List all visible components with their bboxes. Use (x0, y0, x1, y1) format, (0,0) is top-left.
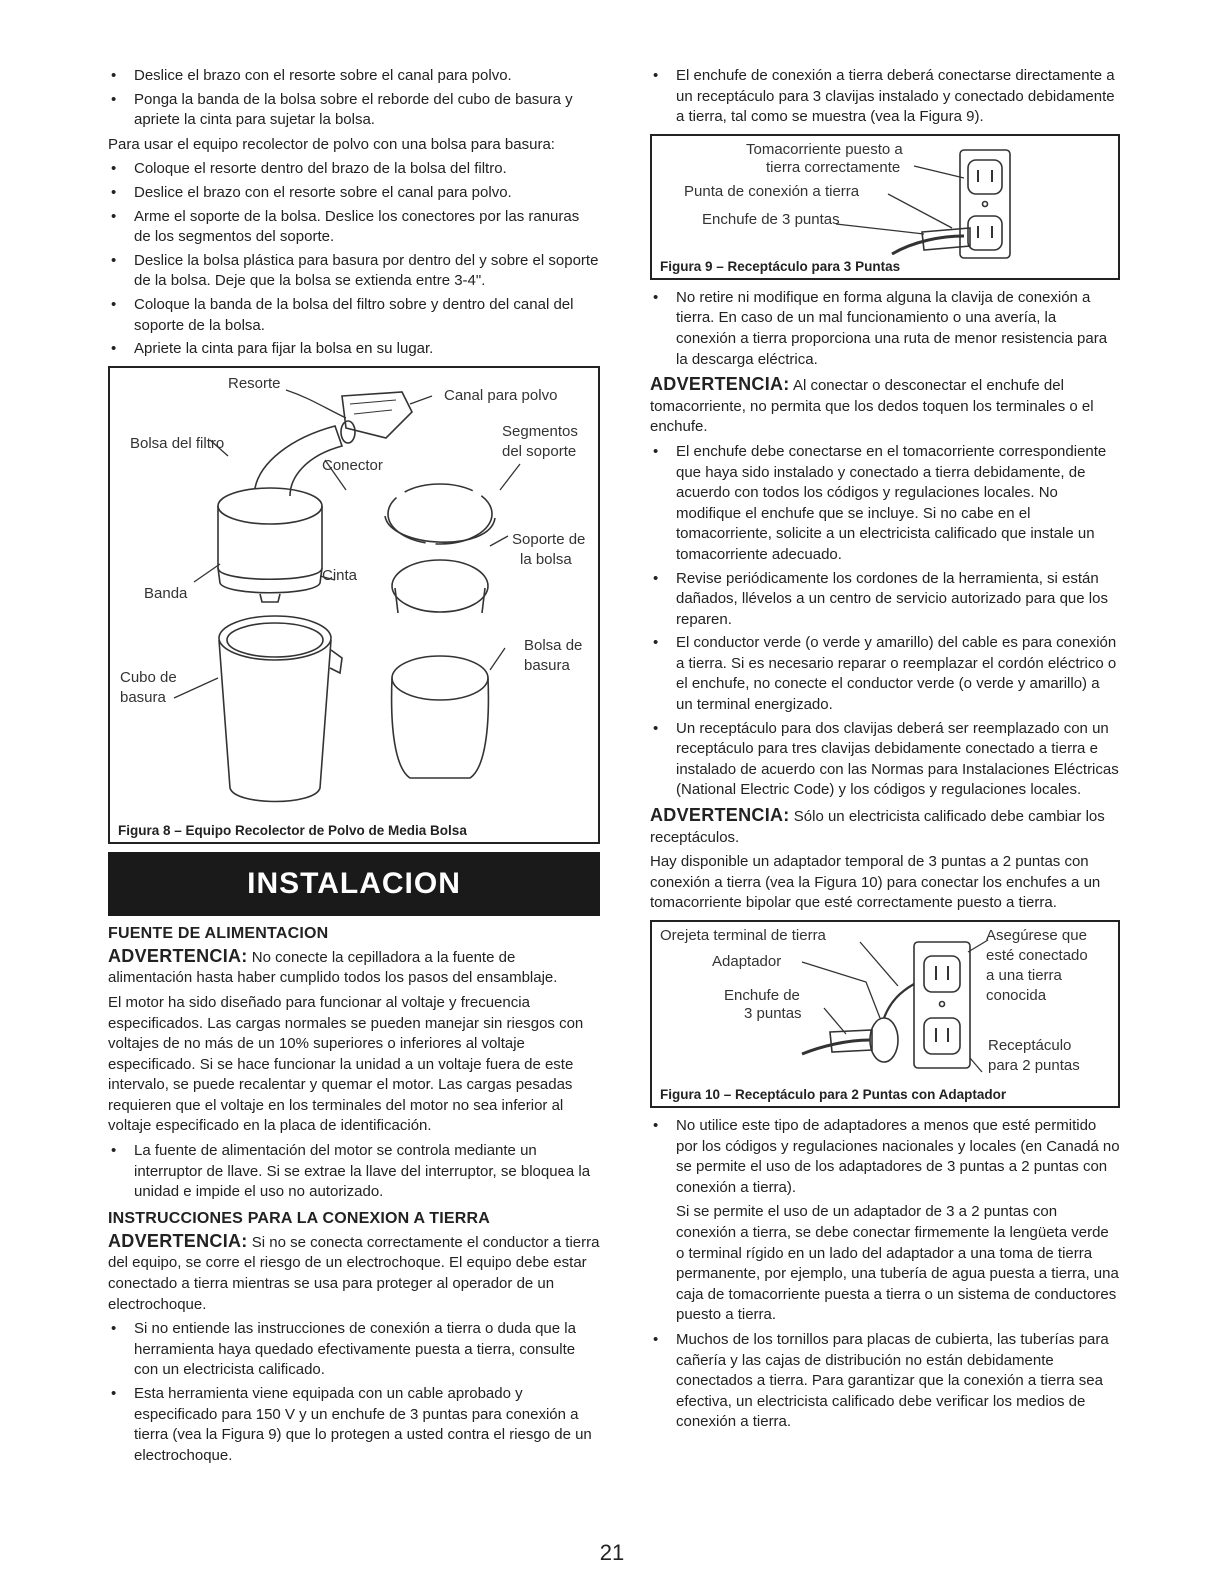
bullet-list-tornillos (650, 1330, 1120, 1433)
list-item: • Arme el soporte de la bolsa. Deslice los conectores por las ranuras de los segmentos del soporte. (108, 207, 600, 248)
label-soporte-1: Soporte de (512, 530, 586, 548)
list-item: • No utilice este tipo de adaptadores a menos que esté permitido por los códigos y regulaciones nacionales y locales (en Canadá no se permite el uso de los adaptadores de 3 puntas a 2 puntas con conexión a tierra). (650, 1116, 1120, 1198)
figure-9 (650, 134, 1120, 280)
label-toma-2: tierra correctamente (766, 158, 901, 176)
label-adaptador: Adaptador (712, 953, 782, 970)
label-asegurese-1: Asegúrese que (986, 927, 1087, 944)
heading-tierra: INSTRUCCIONES PARA LA CONEXION A TIERRA (108, 1209, 491, 1227)
label-asegurese-4: conocida (986, 987, 1047, 1004)
label-segmentos-1: Segmentos (502, 422, 578, 440)
left-column (108, 66, 600, 1470)
label-enchufe-1: Enchufe de (724, 987, 800, 1004)
figure-8-caption: Figura 8 – Equipo Recolector de Polvo de Media Bolsa (118, 822, 467, 838)
bullet-list-no-utilice (650, 1116, 1120, 1198)
list-item: • Coloque la banda de la bolsa del filtro sobre y dentro del canal del soporte de la bolsa. (108, 295, 600, 336)
warning-label: ADVERTENCIA: (650, 374, 790, 395)
label-conector: Conector (322, 456, 383, 474)
label-recep-1: Receptáculo (988, 1037, 1072, 1054)
list-item: • El enchufe debe conectarse en el tomacorriente correspondiente que haya sido instalado y conectado a tierra debidamente, de acuerdo con todos los códigos y regulaciones locales. No modifique el enchufe que se incluye. Si no cabe en el tomacorriente, solicite a un electricista calificado que instale un tomacorriente adecuado. (650, 442, 1120, 566)
figure-10-caption: Figura 10 – Receptáculo para 2 Puntas con Adaptador (660, 1087, 1007, 1102)
label-cinta: Cinta (322, 566, 358, 584)
figure-10 (650, 920, 1120, 1108)
label-segmentos-2: del soporte (502, 442, 577, 460)
label-resorte: Resorte (228, 374, 281, 392)
figure-9-caption: Figura 9 – Receptáculo para 3 Puntas (660, 258, 901, 274)
label-asegurese-2: esté conectado (986, 947, 1088, 964)
warning-label: ADVERTENCIA: (650, 805, 790, 826)
intro-paragraph: Para usar el equipo recolector de polvo con una bolsa para basura: (108, 135, 555, 153)
list-item: • Deslice la bolsa plástica para basura por dentro del y sobre el soporte de la bolsa. Deje que la bolsa se extienda entre 3-4". (108, 251, 600, 292)
list-item: • No retire ni modifique en forma alguna la clavija de conexión a tierra. En caso de un mal funcionamiento o una avería, la conexión a tierra proporciona una ruta de menor resistencia para la descarga eléctrica. (650, 288, 1120, 370)
label-canal: Canal para polvo (444, 386, 558, 404)
warning-paragraph-2 (108, 1231, 600, 1315)
warning-paragraph-4 (650, 805, 1120, 848)
motor-paragraph: El motor ha sido diseñado para funcionar al voltaje y frecuencia especificados. Las cargas normales se pueden manejar sin riesgos con voltajes de no más de un 10% superiores o inferiores al voltaje especificado. Si se hace funcionar la unidad a un voltaje fuera de este intervalo, se puede recalentar y quemar el motor. Las cargas pesadas requieren que el voltaje en los terminales del motor no sea inferior al voltaje especificado en la placa de identificación. (108, 993, 584, 1135)
label-soporte-2: la bolsa (520, 550, 572, 568)
bullet-list-a (108, 66, 600, 131)
label-cubo-1: Cubo de (120, 668, 177, 686)
label-bolsa-basura-2: basura (524, 656, 570, 674)
warning-label: ADVERTENCIA: (108, 1230, 248, 1251)
label-bolsa-basura-1: Bolsa de (524, 636, 583, 654)
label-punta: Punta de conexión a tierra (684, 182, 860, 200)
list-item: • Si no entiende las instrucciones de conexión a tierra o duda que la herramienta haya quedado efectivamente puesta a tierra, consulte con un electricista calificado. (108, 1319, 600, 1381)
label-orejeta: Orejeta terminal de tierra (660, 927, 826, 944)
bullet-list-llave (108, 1141, 600, 1203)
warning-label: ADVERTENCIA: (108, 945, 248, 966)
bullet-list-enchufe (650, 66, 1120, 128)
label-bolsa-filtro: Bolsa del filtro (130, 434, 225, 452)
list-item: • Un receptáculo para dos clavijas deberá ser reemplazado con un receptáculo para tres clavijas debidamente conectado a tierra e instalado de acuerdo con las Normas para Instalaciones Eléctricas (National Electric Code) y los códigos y regulaciones locales. (650, 719, 1120, 801)
list-item: • Coloque el resorte dentro del brazo de la bolsa del filtro. (108, 159, 600, 180)
list-item: • Ponga la banda de la bolsa sobre el reborde del cubo de basura y apriete la cinta para sujetar la bolsa. (108, 90, 600, 131)
label-toma-1: Tomacorriente puesto a (746, 140, 903, 158)
bullet-list-clavija (650, 288, 1120, 370)
heading-fuente: FUENTE DE ALIMENTACION (108, 924, 329, 942)
warning-text: No conecte la cepilladora a la fuente de alimentación hasta haber cumplido todos los pasos del ensamblaje. (108, 948, 558, 987)
list-item: • Apriete la cinta para fijar la bolsa en su lugar. (108, 339, 600, 360)
list-item: • Deslice el brazo con el resorte sobre el canal para polvo. (108, 183, 600, 204)
list-item: • Revise periódicamente los cordones de la herramienta, si están dañados, llévelos a un centro de servicio autorizado para que los reparen. (650, 569, 1120, 631)
page-number: 21 (599, 1540, 625, 1565)
section-banner: INSTALACION (108, 852, 600, 916)
list-item: • El conductor verde (o verde y amarillo) del cable es para conexión a tierra. Si es necesario reparar o reemplazar el cordón eléctrico o el enchufe, no conecte el conductor verde (o verde y amarillo) a un terminal energizado. (650, 633, 1120, 715)
list-item: • El enchufe de conexión a tierra deberá conectarse directamente a un receptáculo para 3 clavijas instalado y conectado debidamente a tierra, tal como se muestra (vea la Figura 9). (650, 66, 1120, 128)
label-enchufe-2: 3 puntas (744, 1005, 802, 1022)
right-column (650, 66, 1120, 1437)
list-item: • Esta herramienta viene equipada con un cable aprobado y especificado para 150 V y un enchufe de 3 puntas para conexión a tierra (vea la Figura 9) que lo protegen a usted contra el riesgo de un electrochoque. (108, 1384, 600, 1466)
label-cubo-2: basura (120, 688, 166, 706)
warning-text: Si no se conecta correctamente el conductor a tierra del equipo, se corre el riesgo de un electrochoque. El equipo debe estar conectado a tierra mientras se usa para proteger al operador de un electrochoque. (108, 1233, 600, 1313)
bullet-list-b (108, 159, 600, 359)
label-asegurese-3: a una tierra (986, 967, 1062, 984)
list-item: • La fuente de alimentación del motor se controla mediante un interruptor de llave. Si se extrae la llave del interruptor, se bloquea la unidad e impide el uso no autorizado. (108, 1141, 600, 1203)
list-item: • Muchos de los tornillos para placas de cubierta, las tuberías para cañería y las cajas de distribución no están debidamente conectados a tierra. Para garantizar que la conexión a tierra sea efectiva, un electricista calificado debe verificar los medios de conexión a tierra. (650, 1330, 1120, 1433)
label-recep-2: para 2 puntas (988, 1057, 1080, 1074)
lengueta-paragraph: Si se permite el uso de un adaptador de 3 a 2 puntas con conexión a tierra, se debe conectar firmemente la lengüeta verde o terminal rígido en un lado del adaptador a una toma de tierra permanente, por ejemplo, una tubería de agua puesta a tierra, una caja de tomacorriente puesta a tierra o un sistema de conductores puesto a tierra. (676, 1203, 1119, 1324)
warning-paragraph-1 (108, 946, 600, 989)
figure-8 (108, 366, 600, 844)
adapter-paragraph: Hay disponible un adaptador temporal de 3 puntas a 2 puntas con conexión a tierra (vea la Figura 10) para conectar los enchufes a un tomacorriente bipolar que esté correctamente puesto a tierra. (650, 853, 1101, 912)
list-item: • Deslice el brazo con el resorte sobre el canal para polvo. (108, 66, 600, 87)
label-banda: Banda (144, 584, 188, 602)
label-enchufe-3: Enchufe de 3 puntas (702, 210, 840, 228)
bullet-list-c (108, 1319, 600, 1466)
warning-paragraph-3 (650, 374, 1120, 438)
warning-text: Al conectar o desconectar el enchufe del tomacorriente, no permita que los dedos toquen los terminales o el enchufe. (650, 377, 1094, 436)
warning-text: Sólo un electricista calificado debe cambiar los receptáculos. (650, 808, 1105, 846)
bullet-list-d (650, 442, 1120, 801)
